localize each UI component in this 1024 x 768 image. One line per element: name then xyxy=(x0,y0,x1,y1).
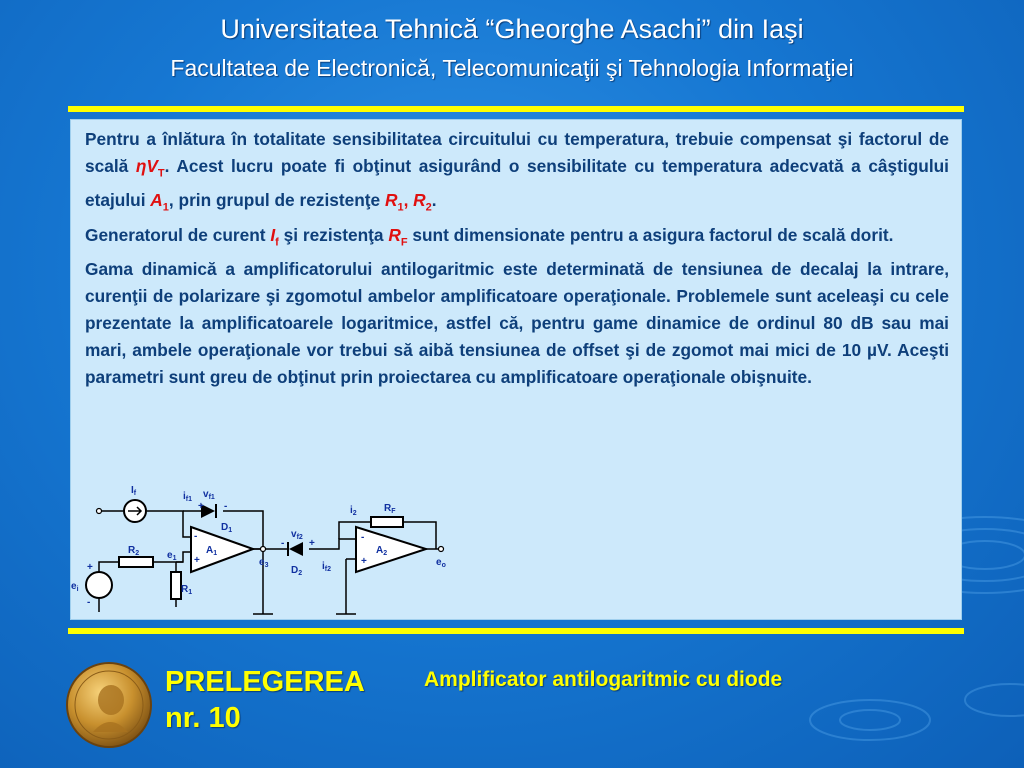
label-ei: $e_i$ xyxy=(71,581,79,593)
resistor-r1 xyxy=(171,572,181,599)
label-eo: $e_o$ xyxy=(436,557,446,569)
faculty-title: Facultatea de Electronică, Telecomunicaţii şi Tehnologia Informaţiei xyxy=(170,55,854,81)
label-a1-minus: - xyxy=(194,531,198,542)
label-e1: $e_1$ xyxy=(167,550,177,562)
paragraph-2: Generatorul de curent $I_f$ şi rezistenţa $R_F$ sunt dimensionate pentru a asigura factorul de scală dorit. xyxy=(85,224,894,249)
circuit-diagram xyxy=(71,477,963,621)
body-text xyxy=(85,126,949,391)
r1-symbol: $R_1$ xyxy=(384,190,404,214)
label-a1: $A_1$ xyxy=(206,545,218,557)
r2-symbol: $R_2$ xyxy=(413,190,432,214)
lecture-subject: Amplificator antilogaritmic cu diode xyxy=(424,668,783,691)
label-if1: $i_{f1}$ xyxy=(183,491,193,503)
diode-d2 xyxy=(288,542,303,556)
eta-vt-symbol: $\eta V_T$ xyxy=(135,156,165,180)
resistor-rf xyxy=(371,517,403,527)
university-title: Universitatea Tehnică “Gheorghe Asachi” din Iaşi xyxy=(220,14,804,44)
opamp-a1 xyxy=(191,527,253,572)
lecture-number xyxy=(165,664,365,736)
rf-symbol: $R_F$ xyxy=(388,224,408,249)
top-divider xyxy=(68,106,964,112)
university-medal-icon xyxy=(66,662,152,748)
bottom-divider xyxy=(68,628,964,634)
paragraph-1: Pentru a înlătura în totalitate sensibilitatea circuitului cu temperatura, trebuie compensat şi factorul de scală $\eta V_T$. Acest lucru poate fi obţinut asigurând o sensibilitate cu temperatura adecvată a câştigului etajului $A_1$, prin grupul de rezistenţe $R_1$, $R_2$. xyxy=(85,129,949,214)
label-r2: $R_2$ xyxy=(128,545,140,557)
label-a1-plus: + xyxy=(194,555,200,566)
label-a2: $A_2$ xyxy=(376,545,388,557)
label-vf1-plus: + xyxy=(198,501,204,512)
if-symbol: $I_f$ xyxy=(270,224,279,249)
label-vf1-minus: - xyxy=(224,501,228,512)
label-vf2-minus: - xyxy=(281,538,285,549)
label-ei-minus: - xyxy=(87,597,91,608)
label-if2: $i_{f2}$ xyxy=(322,561,332,573)
paragraph-3: Gama dinamică a amplificatorului antilogaritmic este determinată de tensiunea de decalaj la intrare, curenţii de polarizare şi zgomotul ambelor amplificatoare operaţionale. Problemele sunt aceleaşi cu cele prezentate la amplificatoarele logaritmice, astfel că, pentru game dinamice de ordinul 80 dB sau mai mari, ambele operaţionale vor trebui să aibă tensiunea de offset şi de zgomot mai mici de 10 µV. Aceşti parametri sunt greu de obţinut prin proiectarea cu amplificatoare operaţionale obişnuite. xyxy=(85,259,949,388)
content-box xyxy=(70,119,962,620)
a1-symbol: $A_1$ xyxy=(150,190,169,214)
label-i2: $i_2$ xyxy=(350,505,357,517)
current-source-if xyxy=(124,500,146,522)
label-vf2: $v_{f2}$ xyxy=(291,529,303,541)
label-vf2-plus: + xyxy=(309,538,315,549)
label-vf1: $v_{f1}$ xyxy=(203,489,215,501)
label-d2: $D_2$ xyxy=(291,565,303,577)
resistor-r2 xyxy=(119,557,153,567)
label-r1: $R_1$ xyxy=(181,584,193,596)
label-e3: $e_3$ xyxy=(259,557,269,569)
label-ei-plus: + xyxy=(87,562,93,573)
voltage-source-ei xyxy=(86,572,112,598)
label-a2-minus: - xyxy=(361,532,365,543)
label-if: $I_f$ xyxy=(131,485,137,497)
label-d1: $D_1$ xyxy=(221,522,233,534)
label-rf: $R_F$ xyxy=(384,503,396,515)
lecture-nr: nr. 10 xyxy=(165,702,241,734)
lecture-label: PRELEGEREA xyxy=(165,666,365,698)
label-a2-plus: + xyxy=(361,556,367,567)
